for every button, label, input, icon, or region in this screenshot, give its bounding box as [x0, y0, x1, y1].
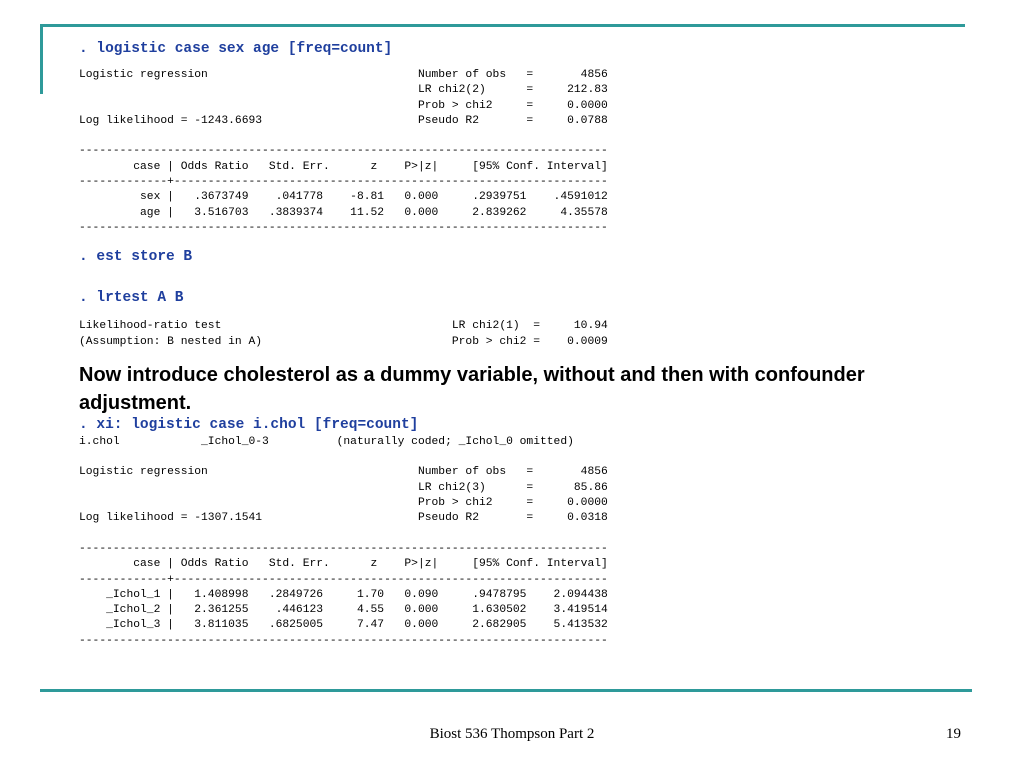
output-line: _Ichol_2 | 2.361255 .446123 4.55 0.000 1.630502 3.419514 [79, 604, 608, 617]
output-line: i.chol _Ichol_0-3 (naturally coded; _Ichol_0 omitted) [79, 435, 574, 448]
output-line: Likelihood-ratio test LR chi2(1) = 10.94 [79, 320, 608, 333]
command-xi-logistic: . xi: logistic case i.chol [freq=count] [79, 416, 419, 433]
output-line: ------------------------------------------------------------------------------ [79, 542, 608, 555]
page-number: 19 [946, 726, 961, 742]
slide-content [79, 39, 979, 649]
output-line: -------------+---------------------------------------------------------------- [79, 573, 608, 586]
output-line: Logistic regression Number of obs = 4856 [79, 69, 608, 81]
command-logistic-sex-age: . logistic case sex age [freq=count] [79, 41, 393, 57]
logistic-output-2 [79, 435, 979, 649]
output-line: ------------------------------------------------------------------------------ [79, 634, 608, 647]
output-line: Prob > chi2 = 0.0000 [79, 99, 608, 112]
bottom-border-line [40, 689, 972, 692]
section-heading: Now introduce cholesterol as a dummy variable, without and then with confounder adjustment. [79, 363, 865, 414]
output-line: ------------------------------------------------------------------------------ [79, 145, 608, 158]
output-line: case | Odds Ratio Std. Err. z P>|z| [95% Conf. Interval] [79, 558, 608, 571]
top-border-line [40, 24, 965, 27]
output-line: (Assumption: B nested in A) Prob > chi2 = 0.0009 [79, 335, 608, 348]
output-line: _Ichol_3 | 3.811035 .6825005 7.47 0.000 2.682905 5.413532 [79, 619, 608, 632]
output-line: _Ichol_1 | 1.408998 .2849726 1.70 0.090 .9478795 2.094438 [79, 588, 608, 601]
output-line: LR chi2(3) = 85.86 [79, 481, 608, 494]
output-line: LR chi2(2) = 212.83 [79, 84, 608, 97]
output-line: ------------------------------------------------------------------------------ [79, 221, 608, 234]
output-line: Log likelihood = -1243.6693 Pseudo R2 = 0.0788 [79, 114, 608, 127]
command-lrtest: . lrtest A B [79, 290, 184, 307]
output-line: Prob > chi2 = 0.0000 [79, 497, 608, 510]
output-line: Log likelihood = -1307.1541 Pseudo R2 = 0.0318 [79, 512, 608, 525]
command-est-store: . est store B [79, 249, 193, 266]
output-line: case | Odds Ratio Std. Err. z P>|z| [95% Conf. Interval] [79, 160, 608, 173]
footer-title: Biost 536 Thompson Part 2 [429, 726, 595, 742]
output-line: Logistic regression Number of obs = 4856 [79, 466, 608, 479]
logistic-output-1 [79, 68, 979, 236]
output-line: age | 3.516703 .3839374 11.52 0.000 2.839262 4.35578 [79, 206, 608, 219]
lrtest-output [79, 319, 979, 350]
left-border-line [40, 24, 43, 94]
output-line: -------------+---------------------------------------------------------------- [79, 176, 608, 189]
output-line: sex | .3673749 .041778 -8.81 0.000 .2939751 .4591012 [79, 191, 608, 204]
